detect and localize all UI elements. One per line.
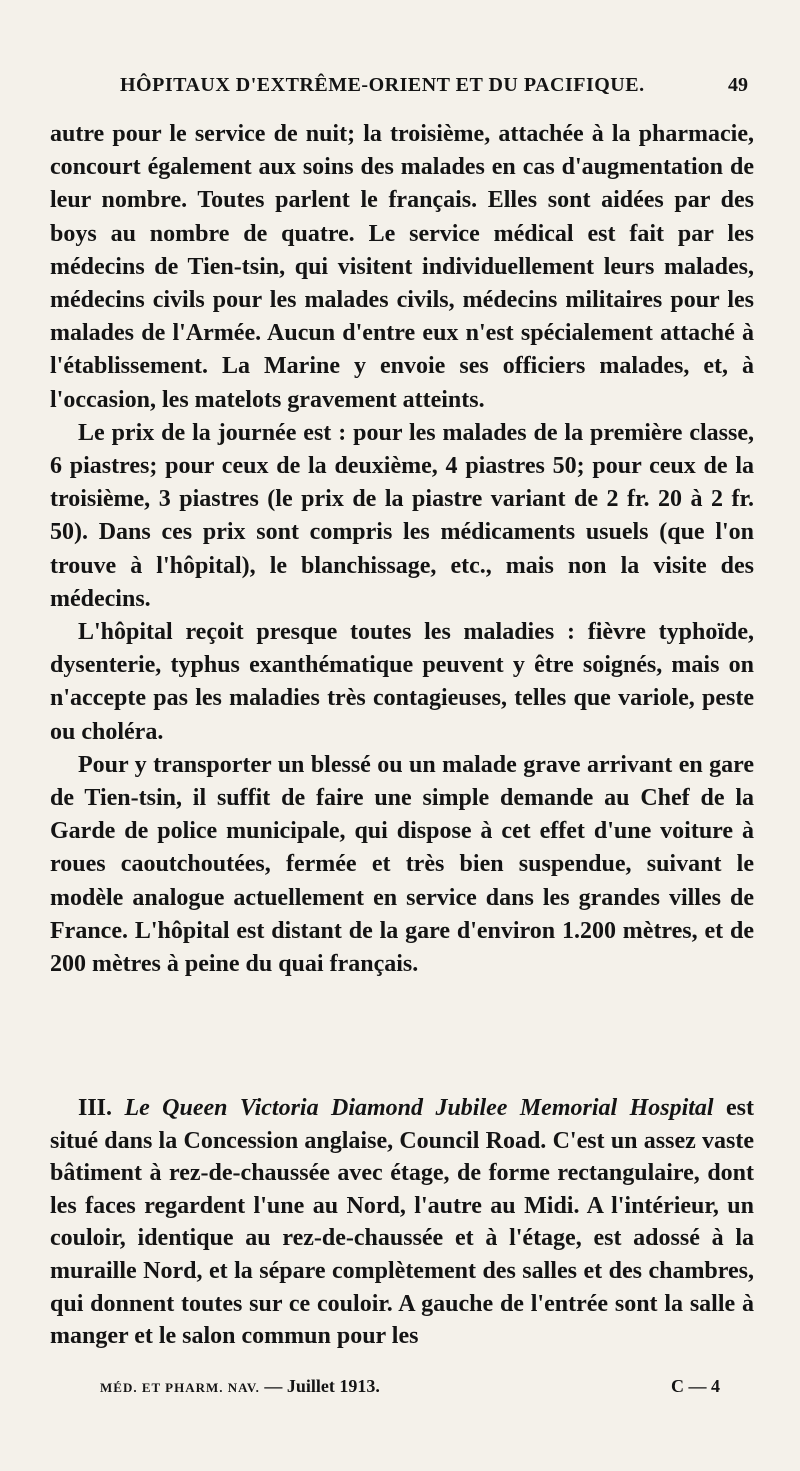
page-number: 49: [728, 74, 748, 96]
running-title: HÔPITAUX D'EXTRÊME-ORIENT ET DU PACIFIQUE.: [120, 74, 645, 96]
issue-date: Juillet 1913.: [286, 1376, 380, 1396]
footer-separator: —: [259, 1376, 287, 1396]
paragraph-continuation: autre pour le service de nuit; la troisième, attachée à la pharmacie, concourt également aux soins des malades en cas d'augmentation de leur nombre. Toutes parlent le français. Elles sont aidées par des boys au nombre de quatre. Le service médical est fait par les médecins de Tien-tsin, qui visitent individuellement leurs malades, médecins civils pour les malades civils, médecins militaires pour les malades de l'Armée. Aucun d'entre eux n'est spécialement attaché à l'établissement. La Marine y envoie ses officiers malades, et, à l'occasion, les matelots gravement atteints.: [50, 121, 754, 413]
hospital-name: Le Queen Victoria Diamond Jubilee Memorial Hospital: [124, 1095, 714, 1121]
footer-citation: [100, 1376, 380, 1397]
paragraph-transport: Pour y transporter un blessé ou un malade grave arrivant en gare de Tien-tsin, il suffit de faire une simple demande au Chef de la Garde de police municipale, qui dispose à cet effet d'une voiture à roues caoutchoutées, fermée et très bien suspendue, suivant le modèle analogue actuellement en service dans les grandes villes de France. L'hôpital est distant de la gare d'environ 1.200 mètres, et de 200 mètres à peine du quai français.: [50, 751, 754, 978]
running-header: [50, 74, 756, 104]
section-number: III.: [78, 1095, 113, 1121]
section-three-text: est situé dans la Concession anglaise, Council Road. C'est un assez vaste bâtiment à rez-de-chaussée avec étage, de forme rectangulaire, dont les faces regardent l'une au Nord, l'autre au Midi. A l'intérieur, un couloir, identique au rez-de-chaussée et à l'étage, est adossé à la muraille Nord, et la sépare complètement des salles et des chambres, qui donnent toutes sur ce couloir. A gauche de l'entrée sont la salle à manger et le salon commun pour les: [50, 1095, 755, 1350]
paragraph-section-three: [50, 1092, 754, 1353]
page-footer: [100, 1372, 720, 1402]
signature-mark: C — 4: [671, 1376, 720, 1396]
section-three: [50, 1092, 754, 1353]
body-text: [50, 118, 754, 981]
paragraph-pricing: Le prix de la journée est : pour les malades de la première classe, 6 piastres; pour ceux de la deuxième, 4 piastres 50; pour ceux de la troisième, 3 piastres (le prix de la piastre variant de 2 fr. 20 à 2 fr. 50). Dans ces prix sont compris les médicaments usuels (que l'on trouve à l'hôpital), le blanchissage, etc., mais non la visite des médecins.: [50, 419, 754, 612]
paragraph-diseases: L'hôpital reçoit presque toutes les maladies : fièvre typhoïde, dysenterie, typhus exanthématique peuvent y être soignés, mais on n'accepte pas les maladies très contagieuses, telles que variole, peste ou choléra.: [50, 619, 754, 745]
journal-abbrev: MÉD. ET PHARM. NAV.: [100, 1380, 260, 1395]
